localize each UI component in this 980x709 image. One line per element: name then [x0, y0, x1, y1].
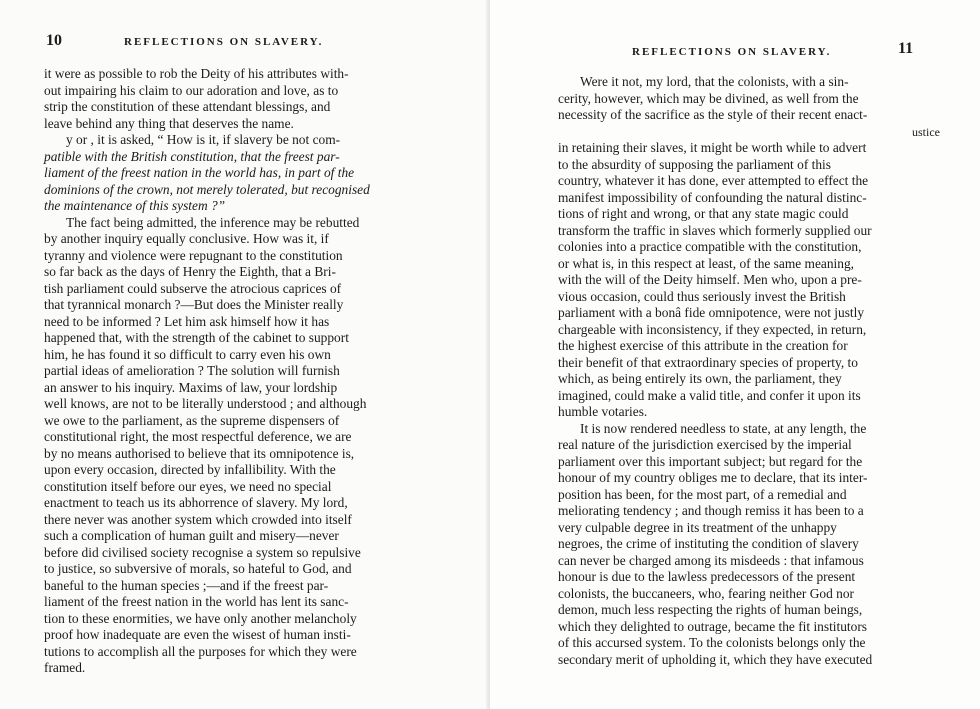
- italic-line: [44, 198, 410, 215]
- text-line: imagined, could make a valid title, and confer it upon its: [558, 387, 861, 403]
- text-line: the highest exercise of this attribute in the creation for: [558, 338, 848, 353]
- text-line: proof how inadequate are even the wisest of human insti-: [44, 627, 351, 642]
- left-text-block: [44, 66, 410, 677]
- text-line: colonies into a practice compatible with the constitution,: [558, 239, 862, 254]
- text-line: to justice, so subversive of morals, so hateful to God, and: [44, 561, 352, 576]
- text-line: constitutional right, the most respectful deference, we are: [44, 429, 352, 444]
- text-line: out impairing his claim to our adoration and love, as to: [44, 82, 339, 98]
- text-line: secondary merit of upholding it, which they have executed: [558, 651, 873, 667]
- text-line: there never was another system which crowded into itself: [44, 511, 352, 527]
- text-line: before did civilised society recognise a system so repulsive: [44, 544, 361, 560]
- text-line: which they delighted to outrage, became the fit institutors: [558, 618, 868, 634]
- text-line: The fact being admitted, the inference may be rebutted: [66, 214, 360, 230]
- right-page: [490, 0, 980, 709]
- text-line: vious occasion, could thus seriously invest the British: [558, 288, 846, 304]
- text-line: strip the constitution of these attendant blessings, and: [44, 99, 331, 114]
- text-line: baneful to the human species ;—and if the freest par-: [44, 577, 329, 593]
- text-line: upon every occasion, directed by infallibility. With the: [44, 462, 336, 477]
- text-line: him, he has found it so difficult to carry even his own: [44, 346, 331, 362]
- text-line: tyranny and violence were repugnant to the constitution: [44, 247, 343, 263]
- text-line: liament of the freest nation in the world has, in part of the: [44, 165, 355, 180]
- text-line: negroes, the crime of instituting the condition of slavery: [558, 536, 859, 551]
- text-line: in retaining their slaves, it might be worth while to advert: [558, 140, 867, 155]
- text-line: leave behind any thing that deserves the name.: [44, 115, 294, 131]
- text-line: colonists, the buccaneers, who, fearing neither God nor: [558, 585, 854, 601]
- text-line: the maintenance of this system ?”: [44, 198, 226, 213]
- text-line: by no means authorised to believe that its omnipotence is,: [44, 445, 355, 461]
- text-line: which, as being entirely its own, the parliament, they: [558, 371, 842, 386]
- text-line: humble votaries.: [558, 404, 648, 419]
- text-line: an answer to his inquiry. Maxims of law, your lordship: [44, 379, 338, 395]
- text-line: dominions of the crown, not merely tolerated, but recognised: [44, 181, 370, 197]
- text-line: it were as possible to rob the Deity of his attributes with-: [44, 66, 349, 81]
- text-line: demon, much less respecting the rights of human beings,: [558, 602, 863, 617]
- text-line: that tyrannical monarch ?—But does the Minister really: [44, 297, 344, 312]
- running-head: REFLECTIONS ON SLAVERY.: [632, 46, 832, 58]
- text-line: transform the traffic in slaves which formerly supplied our: [558, 222, 872, 238]
- text-line: partial ideas of amelioration ? The solution will furnish: [44, 363, 340, 378]
- italic-line: [44, 182, 410, 199]
- text-line: real nature of the jurisdiction exercised by the imperial: [558, 437, 852, 452]
- italic-line: [44, 149, 410, 166]
- text-line: liament of the freest nation in the world has lent its sanc-: [44, 594, 349, 609]
- text-line: cerity, however, which may be divined, as well from the: [558, 90, 859, 106]
- text-line: honour is due to the lawless predecessors of the present: [558, 569, 856, 584]
- text-line: y or , it is asked, “ How is it, if slavery be not com-: [66, 132, 341, 147]
- text-line: It is now rendered needless to state, at any length, the: [580, 420, 867, 436]
- running-head: REFLECTIONS ON SLAVERY.: [124, 36, 324, 48]
- text-line: meliorating tendency ; and though remiss it has been to a: [558, 503, 864, 518]
- text-line: Were it not, my lord, that the colonists, with a sin-: [580, 74, 849, 89]
- text-line: such a complication of human guilt and misery—never: [44, 528, 339, 543]
- text-line: parliament with a bonâ fide omnipotence, were not justly: [558, 305, 865, 320]
- text-line: country, whatever it has done, ever attempted to effect the: [558, 173, 869, 188]
- text-line: tion to these enormities, we have only another melancholy: [44, 610, 357, 626]
- text-line: enactment to teach us its abhorrence of slavery. My lord,: [44, 495, 348, 510]
- text-line: their benefit of that extraordinary species of property, to: [558, 354, 858, 370]
- text-line: position has been, for the most part, of a remedial and: [558, 486, 847, 502]
- text-line: chargeable with inconsistency, if they expected, in return,: [558, 321, 867, 337]
- text-line: tions of right and wrong, or that any state magic could: [558, 206, 849, 221]
- right-text-block: [558, 74, 940, 668]
- text-line: very culpable degree in its treatment of the unhappy: [558, 519, 837, 535]
- text-line: of this accursed system. To the colonists belongs only the: [558, 635, 866, 650]
- page-number: 10: [46, 32, 62, 49]
- text-line: to the absurdity of supposing the parliament of this: [558, 156, 831, 172]
- text-line: by another inquiry equally conclusive. How was it, if: [44, 231, 329, 246]
- text-line: well knows, are not to be literally understood ; and although: [44, 396, 367, 411]
- text-line: we owe to the parliament, as the supreme dispensers of: [44, 412, 340, 428]
- text-line: need to be informed ? Let him ask himself how it has: [44, 313, 330, 329]
- text-line: or what is, in this respect at least, of the same meaning,: [558, 255, 854, 271]
- text-line: so far back as the days of Henry the Eighth, that a Bri-: [44, 264, 336, 279]
- text-line: [44, 132, 410, 149]
- text-line: tish parliament could subserve the atrocious caprices of: [44, 280, 342, 296]
- text-line: manifest impossibility of confounding the natural distinc-: [558, 189, 867, 205]
- text-line: tutions to accomplish all the purposes for which they were: [44, 643, 357, 659]
- text-line: constitution itself before our eyes, we need no special: [44, 478, 332, 494]
- text-line: happened that, with the strength of the cabinet to support: [44, 330, 349, 345]
- text-line: with the will of the Deity himself. Men who, upon a pre-: [558, 272, 862, 287]
- text-line: honour of my country obliges me to declare, that its inter-: [558, 470, 868, 485]
- text-line: parliament over this important subject; but regard for the: [558, 453, 863, 469]
- text-line: patible with the British constitution, that the freest par-: [44, 148, 340, 164]
- italic-line: [44, 165, 410, 182]
- text-line: ustice: [912, 124, 940, 139]
- text-line: framed.: [44, 660, 86, 675]
- text-line: necessity of the sacrifice as the style of their recent enact-: [558, 107, 868, 122]
- page-number: 11: [898, 40, 914, 57]
- text-line: can never be charged among its misdeeds : that infamous: [558, 552, 864, 568]
